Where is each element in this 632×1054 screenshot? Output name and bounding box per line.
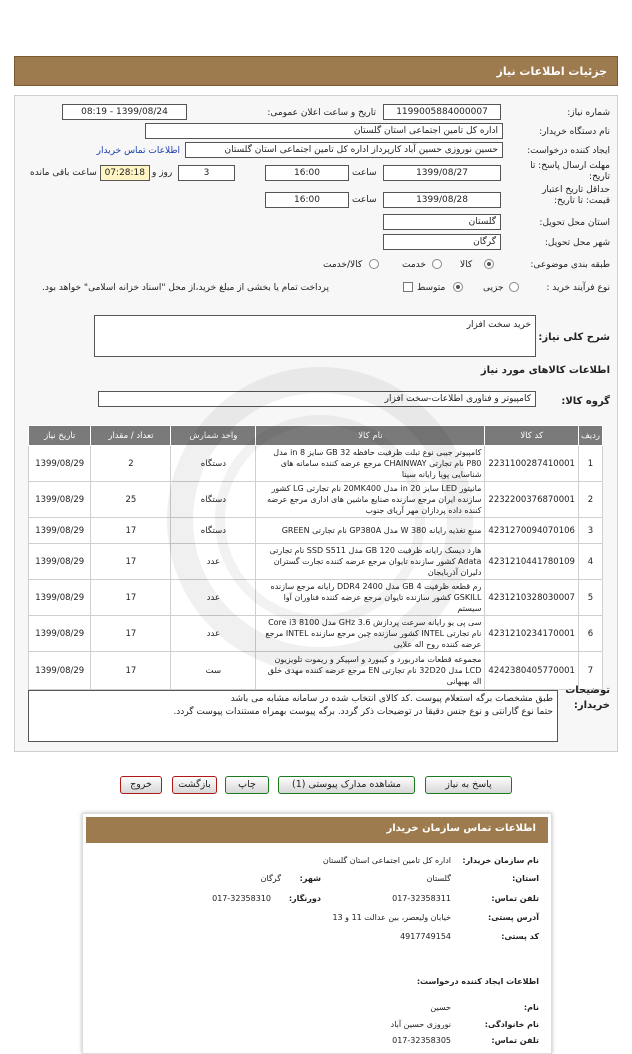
creator-name-label: نام:	[523, 1003, 539, 1012]
need-number-label: شماره نیاز:	[567, 108, 610, 118]
col-row: ردیف	[578, 426, 602, 446]
items-table	[28, 425, 603, 690]
cell-name: هارد دیسک رایانه ظرفیت 120 GB مدل SSD S511 نام تجارتی Adata کشور سازنده تایوان مرجع عرضه کننده تجارت گستران دلیران آذربایجان	[256, 544, 485, 580]
table-row	[29, 580, 603, 616]
table-row	[29, 446, 603, 482]
buyer-org-field: اداره کل تامین اجتماعی استان گلستان	[145, 123, 503, 139]
cell-qty: 17	[91, 518, 171, 544]
cell-name: کامپیوتر جیبی نوع تبلت ظرفیت حافظه 32 GB سایز 8 in مدل P80 نام تجارتی CHAINWAY مرجع عرضه کننده سامانه های شناسایی پویا رایانه سینا	[256, 446, 485, 482]
contact-postal-label: کد پستی:	[501, 932, 539, 941]
cell-name: مانیتور LED سایز 20 in مدل 20MK400 نام تجارتی LG کشور سازنده ایران مرجع سازنده صنایع ماشین های اداری مرجع عرضه کننده داده پردازان مهر آریای جنوب	[256, 482, 485, 518]
cell-name: رم قطعه ظرفیت 4 GB مدل DDR4 2400 رایانه مرجع سازنده GSKILL کشور سازنده تایوان مرجع عرضه کننده فناوران آوا سیستم	[256, 580, 485, 616]
summary-textarea: خرید سخت افزار	[94, 315, 536, 357]
cell-row: 7	[578, 652, 602, 690]
category-service-label: خدمت	[402, 260, 426, 270]
category-both-label: کالا/خدمت	[323, 260, 363, 270]
days-label: روز و	[152, 168, 173, 178]
validity-label: حداقل تاریخ اعتبار قیمت: تا تاریخ:	[542, 185, 610, 206]
cell-date: 1399/08/29	[29, 652, 91, 690]
category-label: طبقه بندی موضوعی:	[530, 260, 610, 270]
remaining-label: ساعت باقی مانده	[30, 168, 97, 178]
goods-info-title: اطلاعات کالاهای مورد نیاز	[480, 365, 610, 376]
cell-code: 4231210328030007	[485, 580, 579, 616]
cell-code: 2231100287410001	[485, 446, 579, 482]
contact-org-value: اداره کل تامین اجتماعی استان گلستان	[322, 856, 451, 865]
table-row	[29, 482, 603, 518]
view-attachments-button[interactable]: مشاهده مدارک پیوستی (1)	[278, 776, 415, 794]
treasury-note: پرداخت تمام یا بخشی از مبلغ خرید،از محل "اسناد خزانه اسلامی" خواهد بود.	[42, 283, 330, 293]
cell-date: 1399/08/29	[29, 482, 91, 518]
cell-code: 4231210441780109	[485, 544, 579, 580]
cell-code: 2232200376870001	[485, 482, 579, 518]
creator-family-value: نوروزی حسین آباد	[390, 1020, 451, 1029]
cell-name: سی پی یو رایانه سرعت پردازش 3.6 GHz مدل Core i3 8100 نام تجارتی INTEL کشور سازنده چین مرجع سازنده INTEL مرجع عرضه کننده روح اله علایی	[256, 616, 485, 652]
contact-header: اطلاعات تماس سازمان خریدار	[86, 817, 548, 843]
buyer-notes-label: توضیحات خریدار:	[565, 685, 610, 711]
deadline-date-field: 1399/08/27	[383, 165, 501, 181]
process-label: نوع فرآیند خرید :	[546, 283, 610, 293]
buyer-contact-link[interactable]: اطلاعات تماس خریدار	[96, 146, 180, 156]
process-minor-radio[interactable]	[509, 282, 519, 292]
buyer-notes-textarea: طبق مشخصات برگه استعلام پیوست .کد کالای انتخاب شده در سامانه مشابه می باشد حتما نوع گارانتی و نوع جنس دقیقا در توضیحات ذکر گردد. برگه پیوست بهمراه مستندات پیوست گردد.	[28, 690, 558, 742]
category-goods-radio[interactable]	[484, 259, 494, 269]
cell-date: 1399/08/29	[29, 446, 91, 482]
creator-phone-label: تلفن تماس:	[491, 1036, 539, 1045]
cell-row: 4	[578, 544, 602, 580]
contact-address-value: خیابان ولیعصر، بین عدالت 11 و 13	[332, 913, 451, 922]
cell-unit: عدد	[171, 544, 256, 580]
announce-label: تاریخ و ساعت اعلان عمومی:	[267, 108, 376, 118]
cell-row: 5	[578, 580, 602, 616]
announce-field: 1399/08/24 - 08:19	[62, 104, 187, 120]
col-name: نام کالا	[256, 426, 485, 446]
validity-date-field: 1399/08/28	[383, 192, 501, 208]
category-service-radio[interactable]	[432, 259, 442, 269]
validity-time-field: 16:00	[265, 192, 349, 208]
contact-org-label: نام سازمان خریدار:	[462, 856, 539, 865]
creator-label: ایجاد کننده درخواست:	[527, 146, 610, 156]
table-row	[29, 616, 603, 652]
contact-phone-label: تلفن تماس:	[491, 894, 539, 903]
contact-postal-value: 4917749154	[400, 932, 451, 941]
summary-label: شرح کلی نیاز:	[538, 332, 610, 343]
contact-province-value: گلستان	[426, 874, 451, 883]
page-header	[14, 56, 618, 86]
table-row	[29, 544, 603, 580]
cell-qty: 17	[91, 580, 171, 616]
province-field: گلستان	[383, 214, 501, 230]
creator-field: حسین نوروزی حسین آباد کارپرداز اداره کل تامین اجتماعی استان گلستان	[185, 142, 503, 158]
cell-date: 1399/08/29	[29, 518, 91, 544]
process-minor-label: جزیی	[483, 283, 504, 293]
buyer-org-label: نام دستگاه خریدار:	[539, 127, 610, 137]
process-medium-radio[interactable]	[453, 282, 463, 292]
creator-phone-value: 017-32358305	[392, 1036, 451, 1045]
validity-time-label: ساعت	[352, 195, 377, 205]
contact-province-label: استان:	[512, 874, 539, 883]
goods-group-field: کامپیوتر و فناوری اطلاعات-سخت افزار	[98, 391, 536, 407]
cell-name: مجموعه قطعات مادربورد و کیبورد و اسپیکر و ریموت تلویزیون LCD مدل 32D20 نام تجارتی EN مرجع عرضه کننده مهدی خلق اله بهبهانی	[256, 652, 485, 690]
remaining-time-field: 07:28:18	[100, 165, 150, 181]
category-both-radio[interactable]	[369, 259, 379, 269]
cell-qty: 17	[91, 616, 171, 652]
need-number-field: 1199005884000007	[383, 104, 501, 120]
cell-unit: عدد	[171, 580, 256, 616]
city-label: شهر محل تحویل:	[544, 238, 610, 248]
page-title: جزئیات اطلاعات نیاز	[496, 65, 607, 78]
process-medium-label: متوسط	[417, 283, 446, 293]
cell-date: 1399/08/29	[29, 544, 91, 580]
table-header-row	[29, 426, 603, 446]
cell-unit: ست	[171, 652, 256, 690]
contact-phone-value: 017-32358311	[392, 894, 451, 903]
table-row	[29, 652, 603, 690]
cell-qty: 25	[91, 482, 171, 518]
cell-qty: 2	[91, 446, 171, 482]
print-button[interactable]: چاپ	[225, 776, 269, 794]
cell-unit: دستگاه	[171, 518, 256, 544]
cell-row: 1	[578, 446, 602, 482]
creator-name-value: حسین	[430, 1003, 451, 1012]
cell-unit: عدد	[171, 616, 256, 652]
cell-date: 1399/08/29	[29, 580, 91, 616]
treasury-checkbox[interactable]	[403, 282, 413, 292]
contact-city-label: شهر:	[299, 874, 321, 883]
contact-address-label: آدرس پستی:	[488, 913, 539, 922]
col-code: کد کالا	[485, 426, 579, 446]
creator-family-label: نام خانوادگی:	[484, 1020, 539, 1029]
contact-fax-value: 017-32358310	[212, 894, 271, 903]
cell-row: 2	[578, 482, 602, 518]
cell-code: 4242380405770001	[485, 652, 579, 690]
category-goods-label: کالا	[460, 260, 473, 270]
buyer-contact-panel	[82, 813, 552, 1054]
col-unit: واحد شمارش	[171, 426, 256, 446]
cell-qty: 17	[91, 544, 171, 580]
days-field: 3	[178, 165, 235, 181]
back-button[interactable]: بازگشت	[172, 776, 217, 794]
cell-qty: 17	[91, 652, 171, 690]
city-field: گرگان	[383, 234, 501, 250]
table-row	[29, 518, 603, 544]
deadline-label: مهلت ارسال پاسخ: تا تاریخ:	[530, 161, 610, 182]
col-qty: تعداد / مقدار	[91, 426, 171, 446]
cell-code: 4231210234170001	[485, 616, 579, 652]
province-label: استان محل تحویل:	[539, 218, 610, 228]
exit-button[interactable]: خروج	[120, 776, 162, 794]
cell-unit: دستگاه	[171, 446, 256, 482]
reply-button[interactable]: پاسخ به نیاز	[425, 776, 512, 794]
cell-unit: دستگاه	[171, 482, 256, 518]
deadline-time-label: ساعت	[352, 168, 377, 178]
contact-city-value: گرگان	[260, 874, 281, 883]
creator-info-title: اطلاعات ایجاد کننده درخواست:	[416, 977, 539, 986]
col-date: تاریخ نیاز	[29, 426, 91, 446]
cell-code: 4231270094070106	[485, 518, 579, 544]
contact-fax-label: دورنگار:	[288, 894, 321, 903]
deadline-time-field: 16:00	[265, 165, 349, 181]
goods-group-label: گروه کالا:	[561, 396, 610, 407]
cell-date: 1399/08/29	[29, 616, 91, 652]
cell-name: منبع تغذیه رایانه 380 W مدل GP380A نام تجارتی GREEN	[256, 518, 485, 544]
cell-row: 3	[578, 518, 602, 544]
cell-row: 6	[578, 616, 602, 652]
